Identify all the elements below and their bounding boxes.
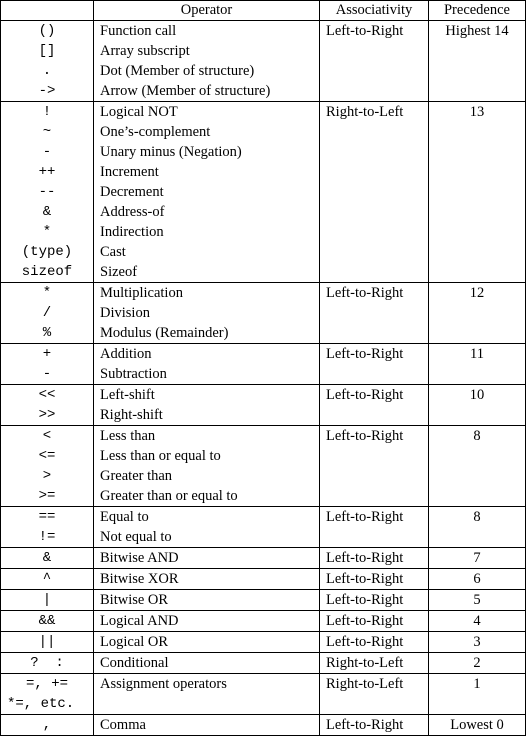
table-row bbox=[1, 715, 526, 736]
operator-associativity bbox=[320, 222, 429, 242]
operator-precedence bbox=[429, 262, 526, 283]
operator-symbol: -- bbox=[1, 182, 94, 202]
operator-associativity bbox=[320, 486, 429, 507]
operator-precedence bbox=[429, 202, 526, 222]
operator-symbol: - bbox=[1, 364, 94, 385]
operator-precedence bbox=[429, 694, 526, 715]
operator-symbol: <= bbox=[1, 446, 94, 466]
operator-associativity: Right-to-Left bbox=[320, 102, 429, 123]
operator-symbol: >= bbox=[1, 486, 94, 507]
table-row bbox=[1, 344, 526, 365]
operator-associativity bbox=[320, 303, 429, 323]
table-row bbox=[1, 182, 526, 202]
operator-precedence: 12 bbox=[429, 283, 526, 304]
operator-associativity: Left-to-Right bbox=[320, 548, 429, 569]
operator-precedence: Lowest 0 bbox=[429, 715, 526, 736]
operator-symbol: sizeof bbox=[1, 262, 94, 283]
operator-description: Greater than or equal to bbox=[94, 486, 320, 507]
operator-precedence bbox=[429, 222, 526, 242]
operator-description: Less than bbox=[94, 426, 320, 447]
operator-description: Less than or equal to bbox=[94, 446, 320, 466]
operator-precedence: 1 bbox=[429, 674, 526, 695]
operator-symbol: * bbox=[1, 222, 94, 242]
operator-precedence: 5 bbox=[429, 590, 526, 611]
operator-symbol: < bbox=[1, 426, 94, 447]
table-row bbox=[1, 426, 526, 447]
operator-symbol: ! bbox=[1, 102, 94, 123]
operator-precedence: 8 bbox=[429, 426, 526, 447]
operator-associativity: Left-to-Right bbox=[320, 611, 429, 632]
operator-symbol: () bbox=[1, 21, 94, 42]
operator-symbol: [] bbox=[1, 41, 94, 61]
operator-symbol: ++ bbox=[1, 162, 94, 182]
operator-associativity: Left-to-Right bbox=[320, 590, 429, 611]
operator-description: Bitwise OR bbox=[94, 590, 320, 611]
operator-precedence: 3 bbox=[429, 632, 526, 653]
table-row bbox=[1, 569, 526, 590]
operator-symbol: - bbox=[1, 142, 94, 162]
operator-symbol: ~ bbox=[1, 122, 94, 142]
table-row bbox=[1, 632, 526, 653]
operator-symbol: | bbox=[1, 590, 94, 611]
header-row bbox=[1, 1, 526, 21]
table-row bbox=[1, 262, 526, 283]
operator-precedence bbox=[429, 41, 526, 61]
operator-associativity: Left-to-Right bbox=[320, 426, 429, 447]
table-row bbox=[1, 611, 526, 632]
operator-description: Unary minus (Negation) bbox=[94, 142, 320, 162]
table-row bbox=[1, 527, 526, 548]
operator-description: Logical NOT bbox=[94, 102, 320, 123]
operator-description bbox=[94, 694, 320, 715]
operator-associativity bbox=[320, 405, 429, 426]
table-row bbox=[1, 162, 526, 182]
operator-precedence: 11 bbox=[429, 344, 526, 365]
operator-precedence: 2 bbox=[429, 653, 526, 674]
operator-precedence: 4 bbox=[429, 611, 526, 632]
operator-symbol: || bbox=[1, 632, 94, 653]
operator-description: Cast bbox=[94, 242, 320, 262]
operator-associativity: Left-to-Right bbox=[320, 21, 429, 42]
table-row bbox=[1, 283, 526, 304]
operator-associativity: Right-to-Left bbox=[320, 674, 429, 695]
table-row bbox=[1, 694, 526, 715]
operator-associativity: Left-to-Right bbox=[320, 283, 429, 304]
operator-associativity: Left-to-Right bbox=[320, 569, 429, 590]
table-body bbox=[1, 21, 526, 736]
operator-precedence bbox=[429, 527, 526, 548]
operator-precedence bbox=[429, 182, 526, 202]
operator-precedence bbox=[429, 122, 526, 142]
table-row bbox=[1, 323, 526, 344]
table-row bbox=[1, 242, 526, 262]
table-row bbox=[1, 548, 526, 569]
operator-description: Multiplication bbox=[94, 283, 320, 304]
operator-associativity bbox=[320, 446, 429, 466]
table-row bbox=[1, 61, 526, 81]
operator-precedence: Highest 14 bbox=[429, 21, 526, 42]
operator-description: Array subscript bbox=[94, 41, 320, 61]
operator-symbol: ? : bbox=[1, 653, 94, 674]
table-row bbox=[1, 590, 526, 611]
operator-symbol: + bbox=[1, 344, 94, 365]
operator-symbol: >> bbox=[1, 405, 94, 426]
operator-symbol: . bbox=[1, 61, 94, 81]
table-row bbox=[1, 81, 526, 102]
operator-associativity bbox=[320, 162, 429, 182]
operator-symbol: << bbox=[1, 385, 94, 406]
operator-description: Addition bbox=[94, 344, 320, 365]
table-row bbox=[1, 364, 526, 385]
operator-precedence bbox=[429, 446, 526, 466]
table-row bbox=[1, 405, 526, 426]
operator-associativity bbox=[320, 61, 429, 81]
table-row bbox=[1, 102, 526, 123]
table-row bbox=[1, 21, 526, 42]
operator-associativity bbox=[320, 466, 429, 486]
operator-associativity: Left-to-Right bbox=[320, 632, 429, 653]
header-operator: Operator bbox=[94, 1, 320, 21]
operator-associativity bbox=[320, 527, 429, 548]
operator-description: Address-of bbox=[94, 202, 320, 222]
operator-associativity: Left-to-Right bbox=[320, 344, 429, 365]
operator-precedence: 7 bbox=[429, 548, 526, 569]
operator-symbol: & bbox=[1, 202, 94, 222]
operator-description: Division bbox=[94, 303, 320, 323]
table-row bbox=[1, 466, 526, 486]
operator-precedence: 13 bbox=[429, 102, 526, 123]
operator-associativity bbox=[320, 182, 429, 202]
operator-description: Comma bbox=[94, 715, 320, 736]
operator-precedence bbox=[429, 405, 526, 426]
operator-description: Left-shift bbox=[94, 385, 320, 406]
operator-precedence bbox=[429, 61, 526, 81]
operator-associativity: Left-to-Right bbox=[320, 715, 429, 736]
operator-description: Bitwise AND bbox=[94, 548, 320, 569]
operator-description: Decrement bbox=[94, 182, 320, 202]
operator-precedence bbox=[429, 162, 526, 182]
table-row bbox=[1, 385, 526, 406]
operator-precedence bbox=[429, 303, 526, 323]
operator-precedence: 6 bbox=[429, 569, 526, 590]
operator-associativity: Right-to-Left bbox=[320, 653, 429, 674]
operator-description: Subtraction bbox=[94, 364, 320, 385]
table-row bbox=[1, 446, 526, 466]
operator-precedence bbox=[429, 323, 526, 344]
operator-symbol: =, += bbox=[1, 674, 94, 695]
operator-associativity bbox=[320, 142, 429, 162]
operator-precedence bbox=[429, 242, 526, 262]
operator-description: Logical OR bbox=[94, 632, 320, 653]
operator-symbol: % bbox=[1, 323, 94, 344]
table-row bbox=[1, 507, 526, 528]
operator-description: Conditional bbox=[94, 653, 320, 674]
operator-associativity bbox=[320, 364, 429, 385]
operator-description: Not equal to bbox=[94, 527, 320, 548]
table-row bbox=[1, 41, 526, 61]
operator-description: Assignment operators bbox=[94, 674, 320, 695]
operator-associativity bbox=[320, 694, 429, 715]
operator-symbol: && bbox=[1, 611, 94, 632]
operator-symbol: ^ bbox=[1, 569, 94, 590]
operator-symbol: (type) bbox=[1, 242, 94, 262]
operator-associativity: Left-to-Right bbox=[320, 385, 429, 406]
table-row bbox=[1, 486, 526, 507]
table-row bbox=[1, 202, 526, 222]
operator-symbol: != bbox=[1, 527, 94, 548]
operator-description: Bitwise XOR bbox=[94, 569, 320, 590]
operator-description: Logical AND bbox=[94, 611, 320, 632]
table-row bbox=[1, 653, 526, 674]
operator-symbol: == bbox=[1, 507, 94, 528]
operator-precedence: 8 bbox=[429, 507, 526, 528]
operator-symbol: , bbox=[1, 715, 94, 736]
operator-symbol: *=, etc. bbox=[1, 694, 94, 715]
operator-associativity: Left-to-Right bbox=[320, 507, 429, 528]
operator-description: Arrow (Member of structure) bbox=[94, 81, 320, 102]
operator-symbol: / bbox=[1, 303, 94, 323]
operator-precedence bbox=[429, 81, 526, 102]
operator-description: Dot (Member of structure) bbox=[94, 61, 320, 81]
operator-symbol: * bbox=[1, 283, 94, 304]
operator-precedence bbox=[429, 486, 526, 507]
table-row bbox=[1, 122, 526, 142]
operator-description: Increment bbox=[94, 162, 320, 182]
operator-associativity bbox=[320, 81, 429, 102]
operator-description: Function call bbox=[94, 21, 320, 42]
operator-precedence bbox=[429, 466, 526, 486]
operator-description: Greater than bbox=[94, 466, 320, 486]
operator-description: One’s-complement bbox=[94, 122, 320, 142]
operator-description: Sizeof bbox=[94, 262, 320, 283]
operator-symbol: & bbox=[1, 548, 94, 569]
operator-associativity bbox=[320, 122, 429, 142]
table-row bbox=[1, 303, 526, 323]
operator-associativity bbox=[320, 202, 429, 222]
operator-associativity bbox=[320, 262, 429, 283]
operator-symbol: -> bbox=[1, 81, 94, 102]
header-precedence: Precedence bbox=[429, 1, 526, 21]
operator-associativity bbox=[320, 323, 429, 344]
operator-associativity bbox=[320, 41, 429, 61]
operator-precedence: 10 bbox=[429, 385, 526, 406]
operator-description: Right-shift bbox=[94, 405, 320, 426]
operator-symbol: > bbox=[1, 466, 94, 486]
operator-precedence bbox=[429, 364, 526, 385]
table-row bbox=[1, 674, 526, 695]
operator-description: Equal to bbox=[94, 507, 320, 528]
header-symbol bbox=[1, 1, 94, 21]
table-row bbox=[1, 142, 526, 162]
header-associativity: Associativity bbox=[320, 1, 429, 21]
table-row bbox=[1, 222, 526, 242]
operator-precedence bbox=[429, 142, 526, 162]
operator-description: Modulus (Remainder) bbox=[94, 323, 320, 344]
operator-associativity bbox=[320, 242, 429, 262]
operator-description: Indirection bbox=[94, 222, 320, 242]
